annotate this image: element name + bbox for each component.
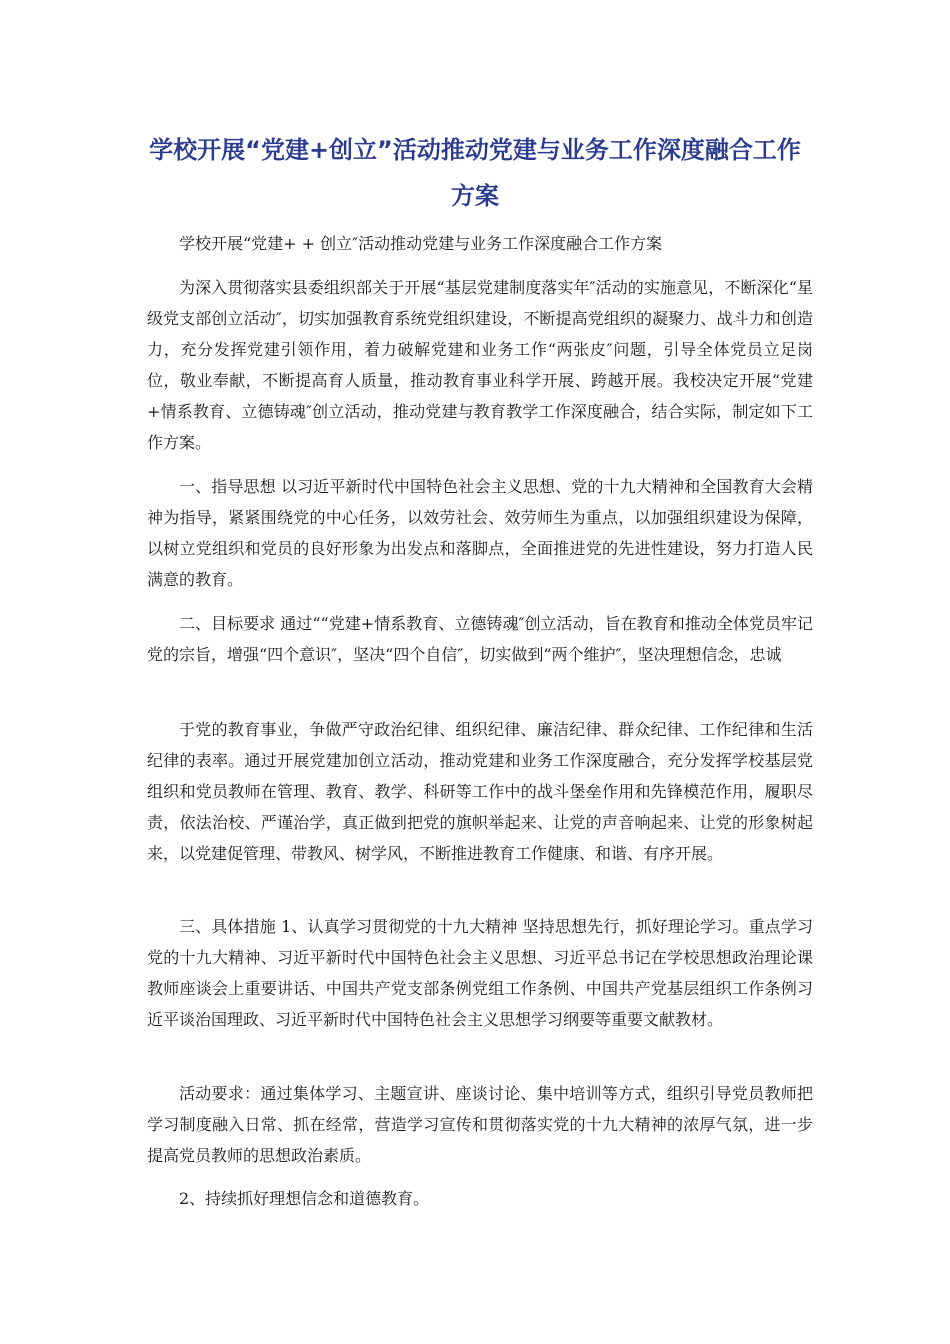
paragraph-activity-requirements: 活动要求：通过集体学习、主题宣讲、座谈讨论、集中培训等方式，组织引导党员教师把学习制度融入日常、抓在经常，营造学习宣传和贯彻落实党的十九大精神的浓厚气氛，进一步提高党员教师的思想政治素质。 bbox=[147, 1084, 813, 1165]
paragraph-goal-requirements: 二、目标要求 通过““党建+情系教育、立德铸魂″创立活动，旨在教育和推动全体党员牢记党的宗旨，增强“四个意识″，坚决“四个自信″，切实做到“两个维护″，坚决理想信念，忠诚 bbox=[147, 614, 813, 664]
paragraph-goal-continued: 于党的教育事业，争做严守政治纪律、组织纪律、廉洁纪律、群众纪律、工作纪律和生活纪律的表率。通过开展党建加创立活动，推动党建和业务工作深度融合，充分发挥学校基层党组织和党员教师在管理、教育、教学、科研等工作中的战斗堡垒作用和先锋模范作用，履职尽责，依法治校、严谨治学，真正做到把党的旗帜举起来、让党的声音响起来、让党的形象树起来，以党建促管理、带教风、树学风，不断推进教育工作健康、和谐、有序开展。 bbox=[147, 720, 813, 863]
document-title-line-2: 方案 bbox=[451, 182, 499, 210]
document-title-line-1: 学校开展“党建+创立”活动推动党建与业务工作深度融合工作 bbox=[149, 136, 801, 164]
paragraph-specific-measures: 三、具体措施 1、认真学习贯彻党的十九大精神 坚持思想先行，抓好理论学习。重点学习党的十九大精神、习近平新时代中国特色社会主义思想、习近平总书记在学校思想政治理论课教师座谈会上重要讲话、中国共产党支部条例党组工作条例、中国共产党基层组织工作条例习近平谈治国理政、习近平新时代中国特色社会主义思想学习纲要等重要文献教材。 bbox=[147, 917, 813, 1029]
paragraph-intro: 为深入贯彻落实县委组织部关于开展“基层党建制度落实年″活动的实施意见，不断深化“星级党支部创立活动″，切实加强教育系统党组织建设，不断提高党组织的凝聚力、战斗力和创造力，充分发挥党建引领作用，着力破解党建和业务工作“两张皮″问题，引导全体党员立足岗位，敬业奉献，不断提高育人质量，推动教育事业科学开展、跨越开展。我校决定开展“党建+情系教育、立德铸魂″创立活动，推动党建与教育教学工作深度融合，结合实际，制定如下工作方案。 bbox=[147, 278, 813, 452]
paragraph-guiding-thought: 一、指导思想 以习近平新时代中国特色社会主义思想、党的十九大精神和全国教育大会精神为指导，紧紧围绕党的中心任务，以效劳社会、效劳师生为重点，以加强组织建设为保障，以树立党组织和党员的良好形象为出发点和落脚点，全面推进党的先进性建设，努力打造人民满意的教育。 bbox=[147, 477, 813, 589]
document-subtitle: 学校开展“党建+ + 创立″活动推动党建与业务工作深度融合工作方案 bbox=[179, 234, 663, 253]
paragraph-item-2: 2、持续抓好理想信念和道德教育。 bbox=[179, 1189, 430, 1208]
